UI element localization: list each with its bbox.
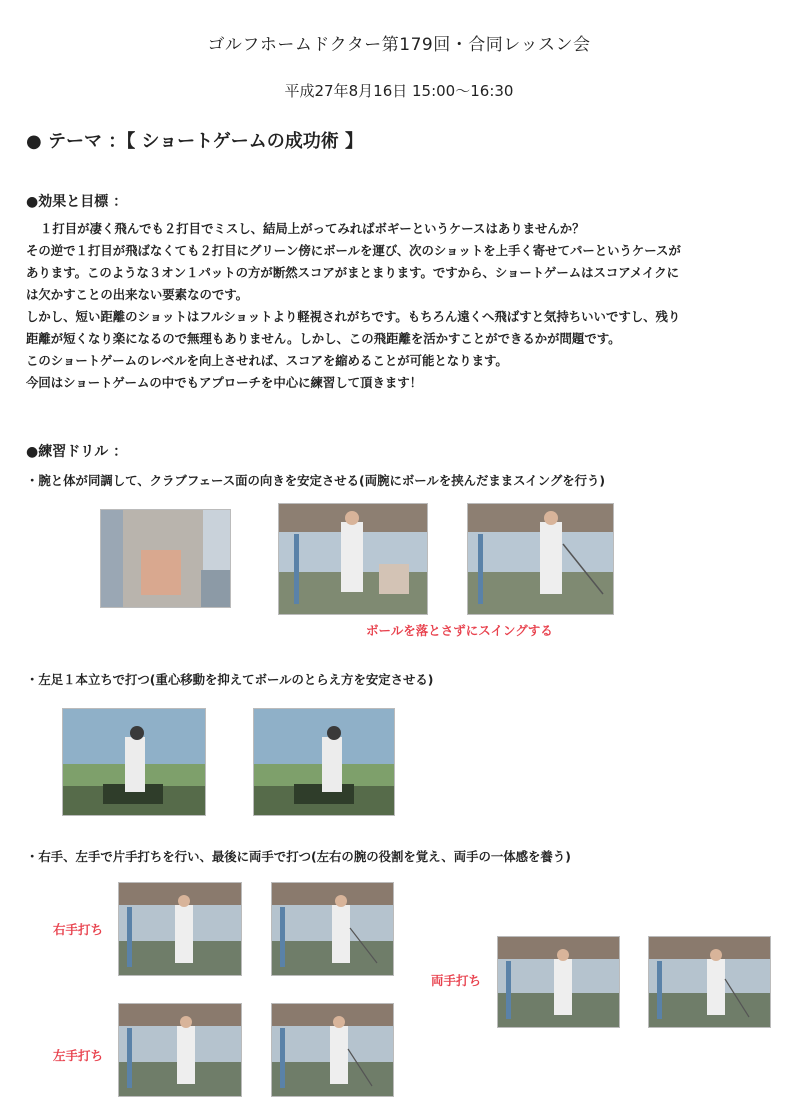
page-title: ゴルフホームドクター第179回・合同レッスン会 bbox=[207, 35, 591, 55]
effects-heading: ●効果と目標 ： bbox=[26, 194, 128, 210]
photo-drill2-one-leg-1 bbox=[62, 708, 206, 816]
effects-line: しかし、短い距離のショットはフルショットより軽視されがちです。もちろん遠くへ飛ばすと気持ちいいですし、残り bbox=[26, 309, 681, 324]
drill2-text: ・左足１本立ちで打つ(重心移動を抑えてボールのとらえ方を安定させる) bbox=[26, 672, 434, 687]
photo-drill3-both-2 bbox=[648, 936, 771, 1028]
label-both-hands: 両手打ち bbox=[431, 973, 482, 988]
effects-line: は欠かすことの出来ない要素なのです。 bbox=[26, 287, 249, 302]
photo-drill3-both-1 bbox=[497, 936, 620, 1028]
photo-drill3-right-1 bbox=[118, 882, 242, 976]
theme-heading: ● テーマ ：【 ショートゲームの成功術 】 bbox=[26, 131, 364, 152]
photo-drill3-left-1 bbox=[118, 1003, 242, 1097]
label-right-hand: 右手打ち bbox=[53, 922, 104, 937]
drill3-text: ・右手、左手で片手打ちを行い、最後に両手で打つ(左右の腕の役割を覚え、両手の一体感を養う) bbox=[26, 849, 571, 864]
lesson-date: 平成27年8月16日 15:00〜16:30 bbox=[284, 82, 514, 100]
effects-line: このショートゲームのレベルを向上させれば、スコアを縮めることが可能となります。 bbox=[26, 353, 508, 368]
drill1-text: ・腕と体が同調して、クラブフェース面の向きを安定させる(両腕にボールを挟んだままスイングを行う) bbox=[26, 473, 606, 488]
label-left-hand: 左手打ち bbox=[53, 1048, 104, 1063]
drills-heading: ●練習ドリル ： bbox=[26, 444, 128, 460]
effects-line: １打目が凄く飛んでも２打目でミスし、結局上がってみればボギーというケースはありませんか？ bbox=[40, 221, 585, 236]
effects-body bbox=[26, 218, 776, 394]
photo-drill3-right-2 bbox=[271, 882, 394, 976]
photo-drill1-address bbox=[278, 503, 428, 615]
drill1-caption: ボールを落とさずにスイングする bbox=[366, 623, 553, 638]
effects-line: その逆で１打目が飛ばなくても２打目にグリーン傍にボールを運び、次のショットを上手く寄せてパーというケースが bbox=[26, 243, 681, 258]
photo-drill2-one-leg-2 bbox=[253, 708, 395, 816]
photo-drill1-closeup bbox=[100, 509, 231, 608]
effects-line: 今回はショートゲームの中でもアプローチを中心に練習して頂きます！ bbox=[26, 375, 423, 390]
photo-drill3-left-2 bbox=[271, 1003, 394, 1097]
effects-line: 距離が短くなり楽になるので無理もありません。しかし、この飛距離を活かすことができるかが問題です。 bbox=[26, 331, 621, 346]
photo-drill1-swing bbox=[467, 503, 614, 615]
effects-line: あります。このような３オン１パットの方が断然スコアがまとまります。ですから、ショートゲームはスコアメイクに bbox=[26, 265, 679, 280]
